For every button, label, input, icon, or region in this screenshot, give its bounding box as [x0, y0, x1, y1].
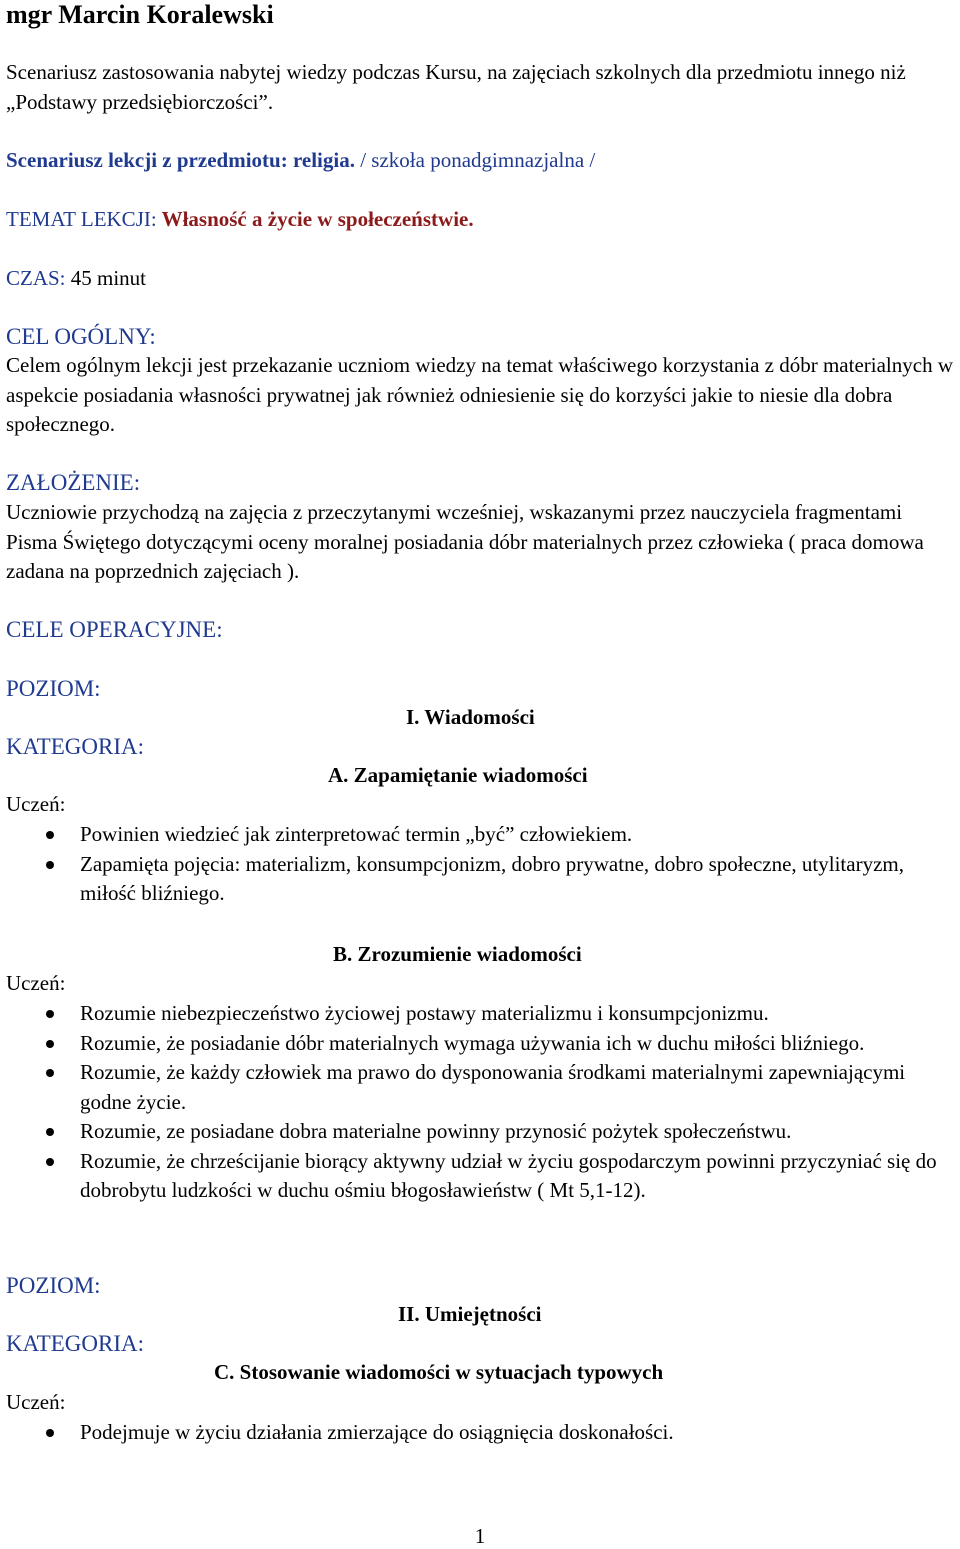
topic-label: TEMAT LEKCJI:	[6, 207, 157, 231]
scenario-school: / szkoła ponadgimnazjalna /	[354, 148, 596, 172]
level-label-2: POZIOM:	[6, 1273, 101, 1298]
bullet-icon	[46, 1040, 54, 1048]
category-b-name: B. Zrozumienie wiadomości	[333, 942, 582, 966]
bullet-icon	[46, 1128, 54, 1136]
category-label-c: KATEGORIA:	[6, 1331, 144, 1356]
bullet-icon	[46, 861, 54, 869]
student-label-a: Uczeń:	[6, 792, 66, 816]
category-label-a: KATEGORIA:	[6, 734, 144, 759]
assumption-heading: ZAŁOŻENIE:	[6, 470, 141, 495]
list-item: Rozumie, że posiadanie dóbr materialnych wymaga używania ich w duchu miłości bliźniego.	[6, 1029, 960, 1059]
level-label-1: POZIOM:	[6, 676, 101, 701]
assumption-text: Uczniowie przychodzą na zajęcia z przeczytanymi wcześniej, wskazanymi przez nauczyciela fragmentami Pisma Świętego dotyczącymi oceny moralnej posiadania dóbr materialnych przez człowieka ( praca domowa zadana na poprzednich zajęciach ).	[6, 500, 924, 583]
student-label-c: Uczeń:	[6, 1390, 66, 1414]
list-item: Rozumie, ze posiadane dobra materialne powinny przynosić pożytek społeczeństwu.	[6, 1117, 960, 1147]
student-label-b: Uczeń:	[6, 971, 66, 995]
bullet-list-b	[6, 999, 960, 1206]
intro-paragraph: Scenariusz zastosowania nabytej wiedzy podczas Kursu, na zajęciach szkolnych dla przedmiotu innego niż „Podstawy przedsiębiorczości”.	[6, 60, 906, 114]
category-c-name: C. Stosowanie wiadomości w sytuacjach typowych	[214, 1360, 664, 1384]
bullet-icon	[46, 1158, 54, 1166]
level-name-2: II. Umiejętności	[398, 1302, 542, 1326]
bullet-list-a	[6, 820, 960, 909]
bullet-icon	[46, 1429, 54, 1437]
scenario-label: Scenariusz lekcji z przedmiotu: religia.	[6, 148, 355, 172]
bullet-list-c	[6, 1418, 960, 1448]
category-a-name: A. Zapamiętanie wiadomości	[328, 763, 588, 787]
general-goal-heading: CEL OGÓLNY:	[6, 324, 156, 349]
list-item: Powinien wiedzieć jak zinterpretować termin „być” człowiekiem.	[6, 820, 960, 850]
level-name-1: I. Wiadomości	[406, 705, 535, 729]
list-item: Rozumie niebezpieczeństwo życiowej postawy materializmu i konsumpcjonizmu.	[6, 999, 960, 1029]
author-name: mgr Marcin Koralewski	[6, 0, 274, 29]
bullet-icon	[46, 1069, 54, 1077]
page-number: 1	[474, 1524, 486, 1548]
time-value: 45 minut	[65, 266, 147, 290]
scenario-line	[6, 146, 595, 175]
bullet-icon	[46, 831, 54, 839]
list-item: Rozumie, że każdy człowiek ma prawo do dysponowania środkami materialnymi zapewniającymi godne życie.	[6, 1058, 960, 1117]
general-goal-text: Celem ogólnym lekcji jest przekazanie uczniom wiedzy na temat właściwego korzystania z dóbr materialnych w aspekcie posiadania własności prywatnej jak również odniesienie się do korzyści jakie to niesie dla dobra społecznego.	[6, 353, 953, 436]
bullet-icon	[46, 1010, 54, 1018]
list-item: Rozumie, że chrześcijanie biorący aktywny udział w życiu gospodarczym powinni przyczyniać się do dobrobytu ludzkości w duchu ośmiu błogosławieństw ( Mt 5,1-12).	[6, 1147, 960, 1206]
list-item: Podejmuje w życiu działania zmierzające do osiągnięcia doskonałości.	[6, 1418, 960, 1448]
list-item: Zapamięta pojęcia: materializm, konsumpcjonizm, dobro prywatne, dobro społeczne, utylitaryzm, miłość bliźniego.	[6, 850, 960, 909]
operational-goals-heading: CELE OPERACYJNE:	[6, 617, 223, 642]
topic-value: Własność a życie w społeczeństwie.	[156, 207, 474, 231]
topic-line	[6, 205, 474, 234]
time-line	[6, 264, 146, 293]
time-label: CZAS:	[6, 266, 66, 290]
